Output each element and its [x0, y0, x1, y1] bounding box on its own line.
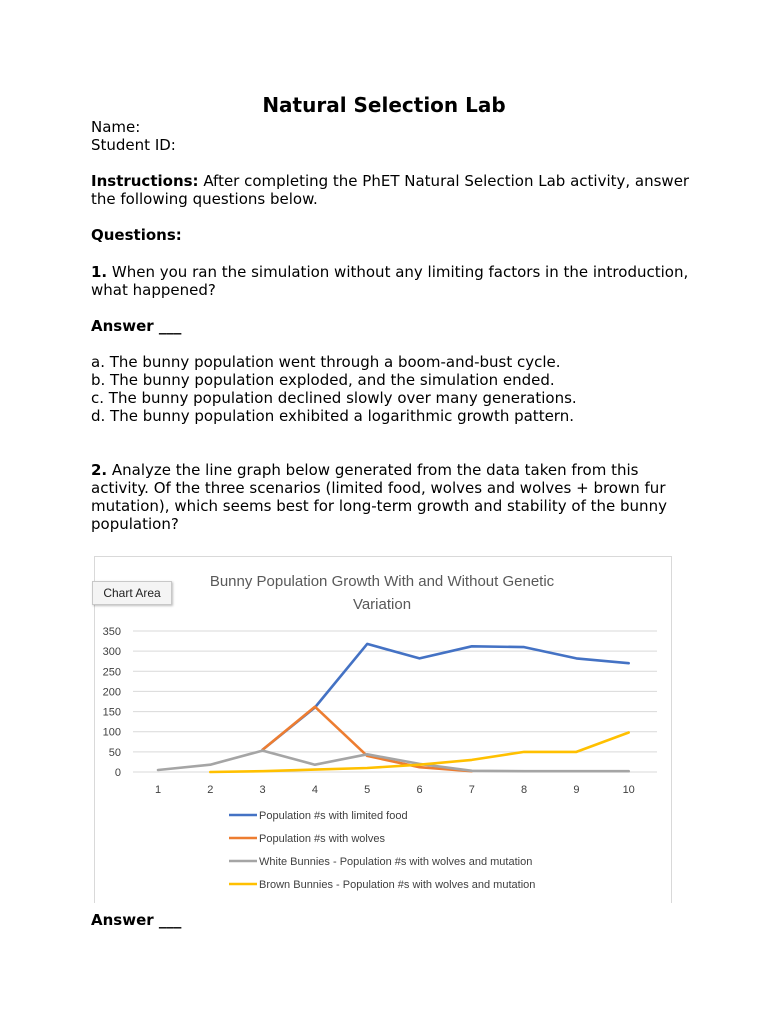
chart-title-line1: Bunny Population Growth With and Without Genetic — [209, 573, 555, 590]
y-tick-label: 300 — [102, 646, 121, 659]
q1-text: When you ran the simulation without any limiting factors in the introduction, what happened? — [91, 263, 689, 299]
x-tick-label: 10 — [622, 784, 635, 796]
chart-area-tooltip: Chart Area — [92, 581, 172, 605]
x-tick-label: 2 — [207, 784, 214, 796]
x-tick-label: 1 — [154, 784, 162, 796]
x-tick-label: 9 — [573, 784, 580, 796]
y-tick-label: 50 — [108, 746, 121, 759]
y-tick-label: 150 — [102, 706, 121, 719]
legend-label-3: White Bunnies - Population #s with wolves and mutation — [259, 856, 533, 868]
instructions-text: After completing the PhET Natural Selection Lab activity, answer the following questions below. — [91, 172, 690, 208]
y-tick-label: 200 — [102, 686, 121, 699]
chart-area[interactable] — [94, 556, 672, 903]
instructions-paragraph — [91, 172, 691, 208]
legend-label-2: Population #s with wolves — [259, 833, 385, 845]
question-1 — [91, 263, 691, 299]
x-tick-label: 6 — [416, 784, 423, 796]
x-tick-label: 4 — [311, 784, 318, 796]
name-label: Name: — [91, 118, 141, 136]
line-chart — [95, 557, 671, 903]
question-2 — [91, 461, 681, 533]
y-tick-label: 0 — [114, 767, 121, 779]
q1-answer-label: Answer ___ — [91, 317, 182, 335]
q2-number: 2. — [91, 461, 108, 479]
series-line-1 — [263, 644, 629, 750]
legend-label-1: Population #s with limited food — [259, 810, 408, 822]
student-id-label: Student ID: — [91, 136, 176, 154]
page-title: Natural Selection Lab — [262, 93, 506, 117]
x-tick-label: 8 — [521, 784, 528, 796]
q1-option-d: d. The bunny population exhibited a logarithmic growth pattern. — [91, 407, 574, 425]
q2-answer-label: Answer ___ — [91, 911, 182, 929]
q1-option-b: b. The bunny population exploded, and the simulation ended. — [91, 371, 555, 389]
y-tick-label: 350 — [102, 626, 121, 638]
q1-number: 1. — [91, 263, 108, 281]
instructions-label: Instructions: — [91, 172, 199, 190]
x-tick-label: 7 — [468, 784, 475, 796]
q2-text: Analyze the line graph below generated from the data taken from this activity. Of the three scenarios (limited food, wolves and wolves + brown fur mutation), which seems best for long-term growth and stability of the bunny population? — [91, 461, 667, 533]
y-tick-label: 250 — [102, 666, 121, 679]
questions-heading: Questions: — [91, 226, 182, 244]
q1-option-a: a. The bunny population went through a boom-and-bust cycle. — [91, 353, 561, 371]
chart-title-line2: Variation — [352, 596, 412, 613]
x-tick-label: 3 — [259, 784, 266, 796]
legend-label-4: Brown Bunnies - Population #s with wolves and mutation — [259, 879, 536, 891]
y-tick-label: 100 — [102, 726, 121, 739]
q1-option-c: c. The bunny population declined slowly over many generations. — [91, 389, 577, 407]
x-tick-label: 5 — [364, 784, 371, 796]
